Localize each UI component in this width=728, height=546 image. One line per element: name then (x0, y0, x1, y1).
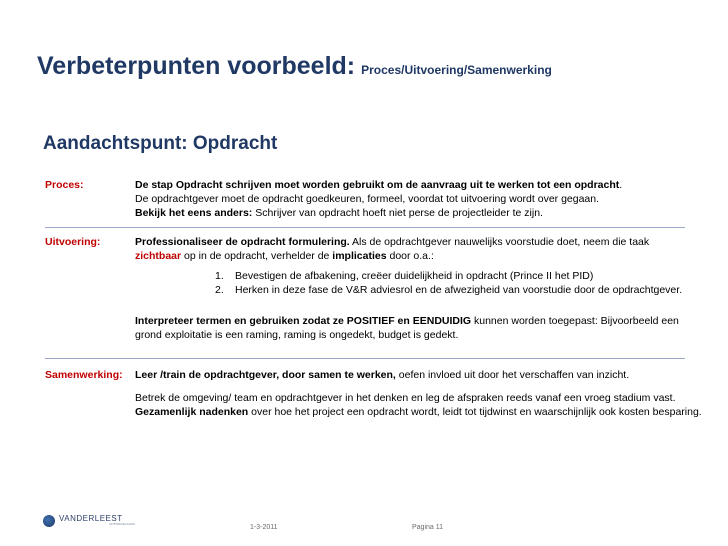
proces-line-2: De opdrachtgever moet de opdracht goedkeuren, formeel, voordat tot uitvoering wordt over gegaan. (135, 193, 600, 205)
list-item (215, 269, 705, 283)
section-title: Aandachtspunt: Opdracht (43, 133, 278, 154)
page-title-main: Verbeterpunten voorbeeld: (37, 52, 356, 80)
logo-mark-icon (43, 515, 55, 527)
samenwerking-p2-rest: over hoe het project een opdracht wordt, leidt tot tijdwinst en waarschijnlijk ook kosten besparing. (248, 406, 702, 418)
divider (45, 227, 685, 228)
proces-line-3-bold: Bekijk het eens anders: (135, 207, 253, 219)
samenwerking-block (45, 368, 705, 419)
samenwerking-paragraph-1 (135, 368, 705, 382)
list-item-number: 2. (215, 284, 224, 296)
page-title-sub: Proces/Uitvoering/Samenwerking (361, 63, 552, 77)
uitvoering-list (135, 269, 705, 297)
uitvoering-content (135, 235, 705, 342)
list-item-text: Bevestigen de afbakening, creëer duidelijkheid in opdracht (Prince II het PID) (235, 270, 594, 282)
footer-page-number: Pagina 11 (412, 524, 444, 531)
samenwerking-p1-bold: Leer /train de opdrachtgever, door samen te werken, (135, 369, 396, 381)
proces-label: Proces: (45, 179, 84, 191)
proces-line-1-bold: De stap Opdracht schrijven moet worden gebruikt om de aanvraag uit te werken tot een opdracht (135, 179, 620, 191)
footer-date: 1-3-2011 (250, 524, 278, 531)
divider (45, 358, 685, 359)
samenwerking-paragraph-2 (135, 391, 705, 419)
uitvoering-paragraph-1 (135, 235, 705, 263)
samenwerking-p1-rest: oefen invloed uit door het verschaffen van inzicht. (395, 369, 630, 381)
vanderleest-logo-icon (43, 514, 153, 528)
uitvoering-p1-red: zichtbaar (135, 250, 182, 262)
uitvoering-p1-bold2: implicaties (332, 250, 387, 262)
uitvoering-label: Uitvoering: (45, 236, 101, 248)
proces-line-3-rest: Schrijver van opdracht hoeft niet perse de projectleider te zijn. (252, 207, 543, 219)
uitvoering-p1-rest: Als de opdrachtgever nauwelijks voorstudie doet, neem die taak (349, 236, 650, 248)
samenwerking-label: Samenwerking: (45, 369, 123, 381)
samenwerking-p2-bold: Gezamenlijk nadenken (135, 406, 249, 418)
uitvoering-p1-rest3: door o.a.: (386, 250, 434, 262)
proces-block (45, 178, 705, 220)
samenwerking-content (135, 368, 705, 419)
list-item (215, 283, 705, 297)
proces-line-1-end: . (619, 179, 623, 191)
logo-tagline: ONTWIKKELAARS (109, 522, 135, 526)
uitvoering-p1-bold: Professionaliseer de opdracht formulering. (135, 236, 350, 248)
uitvoering-p1-rest2: op in de opdracht, verhelder de (181, 250, 333, 262)
proces-line-1 (135, 178, 705, 192)
samenwerking-p2-start: Betrek de omgeving/ team en opdrachtgever in het denken en leg de afspraken reeds vanaf een vroeg stadium vast. (135, 392, 676, 404)
list-item-number: 1. (215, 270, 224, 282)
list-item-text: Herken in deze fase de V&R adviesrol en de afwezigheid van voorstudie door de opdrachtgever. (235, 284, 683, 296)
logo-text: VANDERLEEST (59, 514, 123, 523)
proces-content (135, 178, 705, 220)
uitvoering-p2-bold: Interpreteer termen en gebruiken zodat ze POSITIEF en EENDUIDIG (135, 315, 472, 327)
uitvoering-paragraph-2 (135, 314, 705, 342)
page-title (37, 52, 552, 81)
proces-line-3 (135, 206, 705, 220)
uitvoering-p2-rest: kunnen worden toegepast: Bijvoorbeeld een grond exploitatie is een raming, raming is ongedekt, budget is gedekt. (135, 315, 679, 341)
uitvoering-block (45, 235, 705, 342)
